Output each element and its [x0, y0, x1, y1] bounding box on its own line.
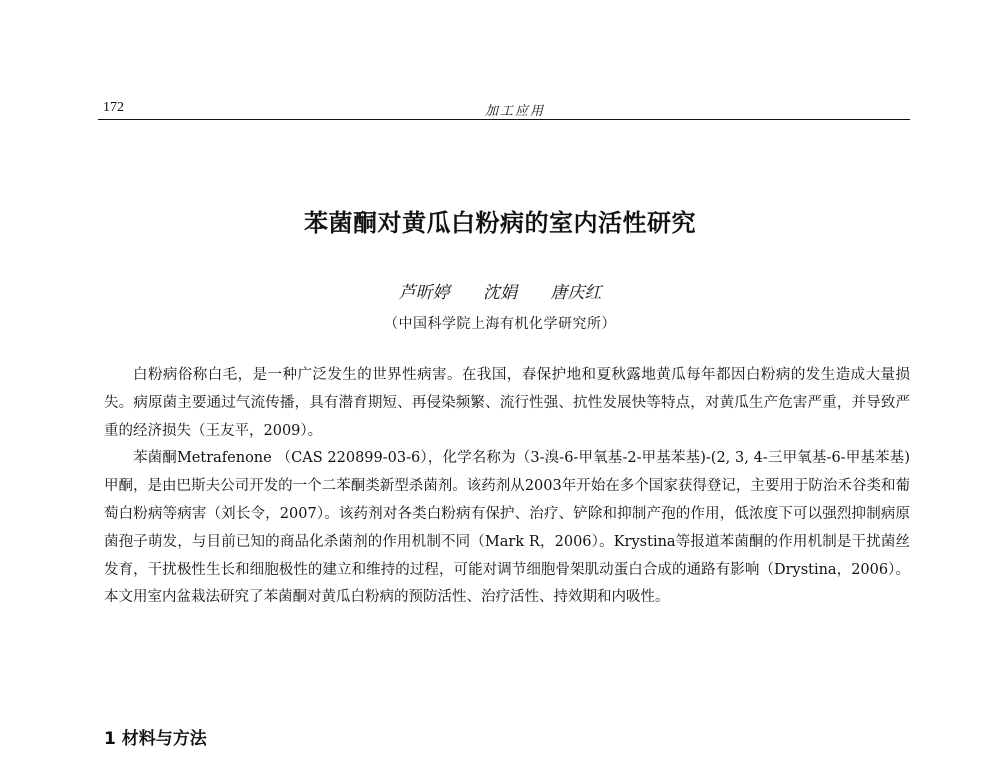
header-rule [98, 119, 910, 120]
body-paragraph: 苯菌酮Metrafenone （CAS 220899-03-6），化学名称为（3-溴-6-甲氧基-2-甲基苯基)-(2, 3, 4-三甲氧基-6-甲基苯基)甲酮，是由巴斯夫公司开发的一个二苯酮类新型杀菌剂。该药剂从2003年开始在多个国家获得登记，主要用于防治禾谷类和葡萄白粉病等病害（刘长令，2007）。该药剂对各类白粉病有保护、治疗、铲除和抑制产孢的作用，低浓度下可以强烈抑制病原菌孢子萌发，与目前已知的商品化杀菌剂的作用机制不同（Mark R，2006）。Krystina等报道苯菌酮的作用机制是干扰菌丝发育，干扰极性生长和细胞极性的建立和维持的过程，可能对调节细胞骨架肌动蛋白合成的通路有影响（Drystina，2006）。本文用室内盆栽法研究了苯菌酮对黄瓜白粉病的预防活性、治疗活性、持效期和内吸性。 [104, 450, 910, 606]
author-affiliation: （中国科学院上海有机化学研究所） [384, 316, 616, 332]
author-list [0, 278, 1000, 303]
author-name: 唐庆红 [550, 283, 602, 303]
body-paragraph: 白粉病俗称白毛，是一种广泛发生的世界性病害。在我国，春保护地和夏秋露地黄瓜每年都因白粉病的发生造成大量损失。病原菌主要通过气流传播，具有潜育期短、再侵染频繁、流行性强、抗性发展快等特点，对黄瓜生产危害严重，并导致严重的经济损失（王友平，2009）。 [104, 367, 910, 439]
author-name: 沈娟 [483, 283, 517, 303]
section-heading: 1 材料与方法 [104, 729, 207, 749]
author-name: 芦昕婷 [398, 283, 450, 303]
article-title: 苯菌酮对黄瓜白粉病的室内活性研究 [304, 209, 696, 237]
article-body [104, 362, 910, 612]
page-number: 172 [103, 100, 124, 115]
running-title: 加工应用 [484, 104, 545, 119]
